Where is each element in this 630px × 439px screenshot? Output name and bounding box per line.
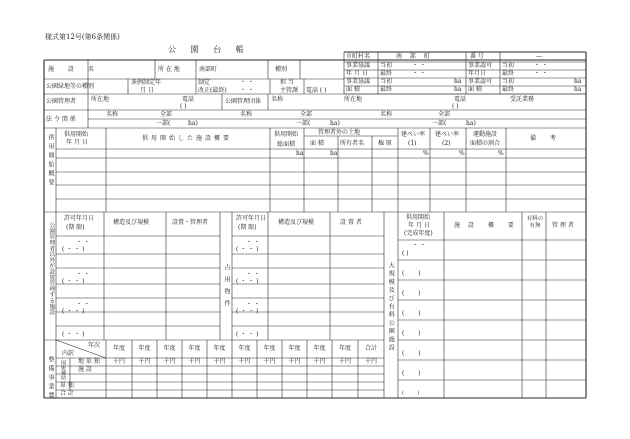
telephone-label-1: 電話	[182, 96, 195, 103]
budget-year-header: 年度	[338, 345, 352, 352]
large-limit-8: ( )	[402, 390, 426, 396]
budget-unit-cell: 千円	[288, 358, 301, 365]
budget-year-header: 年度	[213, 345, 226, 352]
approval-label-3: 事業協議	[346, 78, 371, 85]
large-limit-4: ( )	[402, 310, 427, 317]
large-outline: 概 要	[488, 222, 520, 229]
occupancy-limit-4: ( ・ ・ )	[236, 331, 259, 338]
approval-final-date: ・ ・	[412, 70, 426, 77]
budget-year-label: 年次	[88, 342, 101, 349]
supply-cover2-sub: (2)	[442, 140, 451, 147]
large-fee: 有料の有無	[526, 216, 544, 229]
revision-date: ・ ・	[240, 87, 254, 94]
large-manager: 管 理 者	[552, 222, 574, 229]
supply-side-label: 供用開始概要	[47, 134, 54, 188]
approval-label-4: 面 積	[346, 86, 360, 93]
budget-year-header: 年度	[263, 345, 276, 352]
budget-year-header: 年度	[238, 345, 251, 352]
law-partial-unit-2: ha)	[330, 120, 340, 127]
approval-initial: 当初	[380, 62, 393, 69]
occupancy-structure: 構造及び規模	[278, 219, 315, 226]
large-scale-side-label: 大規模及び有料公園施設	[387, 262, 395, 353]
budget-year-header: 年度	[163, 345, 176, 352]
occupancy-date-1: ・ ・	[246, 239, 260, 246]
budget-unit-cell: 千円	[238, 358, 251, 365]
law-partial-unit-3: ha)	[466, 120, 476, 127]
supply-sport-unit: %	[498, 150, 504, 157]
supply-cover1-sub: (1)	[408, 140, 417, 147]
budget-total-header: 合計	[364, 345, 378, 352]
supply-cover2-unit: %	[459, 150, 465, 157]
budget-year-header: 年度	[138, 345, 151, 352]
large-limit-5: ( )	[402, 330, 427, 337]
large-limit-1: ( )	[402, 250, 409, 257]
phone-label: 電話 ( )	[306, 87, 327, 94]
supply-area-label: 供用開始	[274, 131, 299, 138]
others-limit-1: ( ・ ・ )	[62, 246, 85, 253]
law-name-3: 名称	[380, 111, 393, 118]
others-date-3: ・ ・	[76, 301, 90, 308]
occupancy-limit-1: ( ・ ・ )	[236, 246, 259, 253]
permit-initial: 当初	[502, 62, 515, 69]
approval-label-1: 事業協議	[346, 62, 371, 69]
approval-final: 最終	[380, 70, 393, 77]
supply-area-sub: 総面積	[277, 141, 296, 148]
approval-area-initial-unit: ha	[454, 78, 462, 85]
large-start-sub: 年 月 日	[408, 222, 430, 229]
supply-start-sub: 年 月 日	[66, 139, 88, 146]
others-limit-2: ( ・ ・ )	[62, 278, 85, 285]
telephone-label-2: 電話	[454, 96, 467, 103]
large-limit-3: ( )	[402, 290, 427, 297]
budget-row-total-label: 合 計	[60, 390, 74, 397]
occupancy-installer: 設 置 者	[340, 219, 362, 226]
budget-year-header: 年度	[112, 345, 126, 352]
law-name-2: 名称	[240, 111, 253, 118]
budget-unit-cell: 千円	[364, 358, 378, 365]
address-label-2: 所在地	[344, 96, 363, 103]
budget-row-local-label: 地 単 独	[78, 358, 100, 365]
others-permit-date: 許可年月日	[64, 215, 95, 222]
approval-initial-date: ・ ・	[412, 62, 426, 69]
municipality-value: 南 部 町	[396, 53, 433, 60]
occupancy-date-2: ・ ・	[246, 271, 260, 278]
telephone-paren-2: ( )	[452, 103, 459, 110]
budget-unit-cell: 千円	[138, 358, 151, 365]
supply-remarks-label: 備 考	[530, 135, 562, 142]
supply-area-unit: ha	[296, 150, 304, 157]
law-total-3: 全部	[438, 111, 451, 118]
supply-land-label: 管理者外の土地	[318, 129, 361, 136]
law-label: 法 令 関 係	[46, 116, 76, 123]
occupancy-side-label: 占用物件	[223, 264, 230, 312]
law-partial-2: 一部(	[296, 120, 311, 127]
permit-label-4: 面 積	[468, 86, 482, 93]
address-label-1: 所在地	[91, 96, 110, 103]
large-facility: 施 設	[454, 222, 477, 229]
budget-row-single-label: 単 独	[60, 382, 74, 389]
budget-unit-cell: 千円	[313, 358, 326, 365]
supply-cover1-unit: %	[423, 150, 429, 157]
others-date-2: ・ ・	[76, 271, 90, 278]
budget-unit-cell: 千円	[263, 358, 276, 365]
approval-label-2: 年 月 日	[346, 70, 368, 77]
others-structure: 構造及び規模	[113, 219, 150, 226]
permit-label-1: 事業認可	[468, 62, 493, 69]
law-partial-unit-1: ha)	[188, 120, 198, 127]
supply-land-right: 権 原	[378, 140, 392, 147]
budget-row-subsidy: 国庫補助	[60, 360, 66, 380]
revision-label: 改正(最終)	[198, 87, 227, 94]
occupancy-limit-3: ( ・ ・ )	[236, 308, 259, 315]
permit-final-date: ・ ・	[534, 70, 548, 77]
large-limit-7: ( )	[402, 370, 427, 377]
supply-outline-label: 供用開始した施設概要	[142, 135, 233, 142]
supply-start-label: 供用開始	[64, 131, 89, 138]
manager-entity-label: 公園管理団体	[225, 98, 262, 105]
permit-area-final-unit: ha	[574, 86, 582, 93]
number-value: —	[536, 53, 542, 60]
others-date-1: ・ ・	[76, 239, 90, 246]
ordinance-date-sub: 月 日	[140, 87, 154, 94]
approval-area-final: 最終	[380, 86, 393, 93]
municipality-label: 市町村名	[346, 53, 371, 60]
ordinance-date-label: 条例制定年	[131, 79, 162, 86]
large-start-sub2: (完成年度)	[404, 230, 433, 237]
occupancy-date-3: ・ ・	[246, 301, 260, 308]
supply-land-area-unit: ha	[330, 150, 338, 157]
enactment-label: 制定	[198, 79, 211, 86]
approval-area-final-unit: ha	[454, 86, 462, 93]
permit-final: 最終	[502, 70, 515, 77]
supply-sport-label: 運動施設	[473, 131, 498, 138]
form-title: 公 園 台 帳	[168, 45, 250, 54]
permit-initial-date: ・ ・	[534, 62, 548, 69]
name-label-1: 名称	[271, 96, 284, 103]
law-partial-1: 一部(	[156, 120, 171, 127]
budget-year-header: 年度	[288, 345, 301, 352]
occupancy-permit-sub: (期 限)	[238, 224, 257, 231]
budget-side-label: 整備事業費	[47, 356, 54, 401]
park-name-label: 施 設 名	[48, 66, 100, 73]
budget-unit-cell: 千円	[213, 358, 226, 365]
commission-label: 受託業務	[510, 96, 535, 103]
occupancy-limit-2: ( ・ ・ )	[236, 278, 259, 285]
large-start-label: 供用開始	[406, 214, 431, 221]
budget-unit-cell: 千円	[188, 358, 201, 365]
occupancy-permit-date: 許可年月日	[236, 215, 267, 222]
budget-year-header: 年度	[188, 345, 201, 352]
approval-area-initial: 当初	[380, 78, 393, 85]
permit-label-3: 事業認可	[468, 78, 493, 85]
person-sub: 主管課	[280, 87, 299, 94]
permit-label-2: 年月日	[468, 70, 487, 77]
large-limit-6: ( )	[402, 350, 427, 357]
law-total-1: 全部	[160, 111, 173, 118]
budget-unit-cell: 千円	[338, 358, 352, 365]
budget-unit-cell: 千円	[163, 358, 176, 365]
park-category-label: 公園緑地等の種別	[46, 83, 95, 90]
person-label: 担 当	[280, 79, 294, 86]
type-label: 種別	[275, 66, 288, 73]
supply-land-area: 面 積	[310, 140, 324, 147]
supply-sport-sub: 面積の割合	[470, 140, 501, 147]
location-label: 所 在 地	[158, 66, 180, 73]
enactment-date: ・ ・	[240, 79, 254, 86]
law-name-1: 名称	[106, 111, 119, 118]
law-partial-3: 一部(	[432, 120, 447, 127]
others-permit-sub: (期 限)	[66, 224, 85, 231]
large-date-1: ・ ・	[412, 242, 426, 249]
supply-cover2: 建ぺい率	[435, 131, 460, 138]
others-installer: 設置・管理者	[172, 219, 209, 226]
budget-unit-cell: 千円	[112, 358, 126, 365]
number-label: 番 号	[470, 53, 484, 60]
permit-area-initial-unit: ha	[574, 78, 582, 85]
telephone-paren-1: ( )	[180, 103, 187, 110]
permit-area-final: 最終	[502, 86, 515, 93]
permit-area-initial: 当初	[502, 78, 515, 85]
law-total-2: 全部	[300, 111, 313, 118]
supply-land-owner: 所有者名	[340, 140, 365, 147]
supply-cover1: 建ぺい率	[401, 131, 426, 138]
others-facilities-side-label: 公園管理者以外が設置管理する施設	[47, 222, 54, 315]
budget-year-header: 年度	[313, 345, 326, 352]
budget-row-facility-label: 施 設	[78, 366, 92, 373]
large-limit-2: ( )	[402, 270, 427, 277]
others-limit-4: ( ・ ・ )	[62, 331, 85, 338]
form-number: 様式第12号(第6条関係)	[45, 33, 120, 41]
budget-breakdown-label: 内訳	[62, 350, 75, 357]
location-value: 南部町	[199, 66, 218, 73]
manager-label: 公園管理者	[46, 98, 77, 105]
others-limit-3: ( ・ ・ )	[62, 308, 85, 315]
